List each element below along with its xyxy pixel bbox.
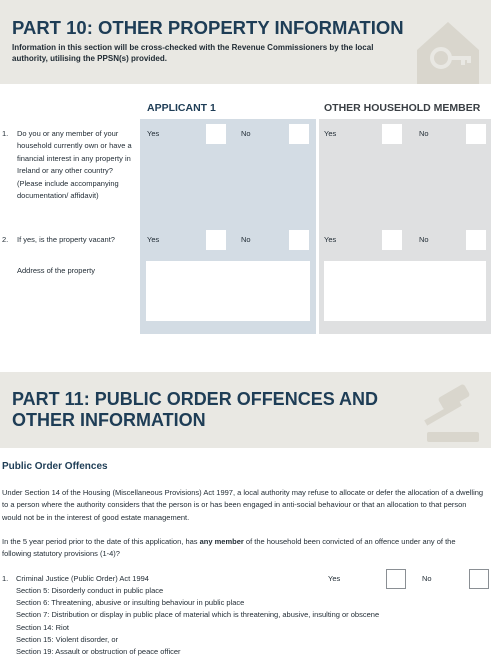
q2-applicant-yes-checkbox[interactable]	[206, 230, 226, 250]
question-1-number: 1.	[2, 129, 9, 138]
q2-other-no-checkbox[interactable]	[466, 230, 486, 250]
q1-applicant-no-label: No	[241, 129, 251, 138]
q2-applicant-no-checkbox[interactable]	[289, 230, 309, 250]
question-1-text: Do you or any member of your household currently own or have a financial interest in any property in Ireland or any other country? (Please include accompanying documentation/ affidavit)	[17, 129, 132, 201]
paragraph-5-year-end: of the household been convicted of an offence under any of the following statutory provisions (1-4)?	[2, 537, 456, 559]
q1-applicant-yes-checkbox[interactable]	[206, 124, 226, 144]
part11-title	[12, 389, 378, 431]
part10-subtitle: Information in this section will be cross-checked with the Revenue Commissioners by the local authority, utilising the PPSN(s) provided.	[12, 43, 374, 63]
q1-applicant-yes-label: Yes	[147, 129, 160, 138]
paragraph-5-year-start: In the 5 year period prior to the date of this application, has	[2, 537, 200, 546]
criminal-justice-act-title: Criminal Justice (Public Order) Act 1994	[16, 574, 149, 583]
part11-q1-no-label: No	[422, 574, 432, 583]
paragraph-section-14: Under Section 14 of the Housing (Miscellaneous Provisions) Act 1997, a local authority may refuse to allocate or defer the allocation of a dwelling to a person where the authority considers that the person is or has been engaged in anti-social behaviour or that an allocation to that person would not be in the interest of good estate management.	[2, 488, 484, 522]
q1-applicant-no-checkbox[interactable]	[289, 124, 309, 144]
house-key-icon	[411, 12, 485, 84]
q2-other-yes-label: Yes	[324, 235, 337, 244]
part11-title-line1: PART 11: PUBLIC ORDER OFFENCES AND	[12, 389, 379, 409]
q2-other-no-label: No	[419, 235, 429, 244]
column-applicant-1: APPLICANT 1	[147, 102, 216, 114]
part11-q1-yes-label: Yes	[328, 574, 341, 583]
other-address-field[interactable]	[324, 261, 486, 321]
part11-banner	[0, 372, 491, 448]
gavel-icon	[419, 380, 485, 446]
part11-q1-no-checkbox[interactable]	[469, 569, 489, 589]
address-label: Address of the property	[17, 266, 95, 275]
section-item: Section 15: Violent disorder, or	[16, 635, 119, 644]
part11-q1-yes-checkbox[interactable]	[386, 569, 406, 589]
question-2-number: 2.	[2, 235, 9, 244]
q1-other-yes-label: Yes	[324, 129, 337, 138]
question-2-text: If yes, is the property vacant?	[17, 235, 115, 244]
q1-other-yes-checkbox[interactable]	[382, 124, 402, 144]
applicant-address-field[interactable]	[146, 261, 310, 321]
part10-banner	[0, 0, 491, 84]
column-other-household-member: OTHER HOUSEHOLD MEMBER	[324, 102, 481, 114]
q2-other-yes-checkbox[interactable]	[382, 230, 402, 250]
q1-other-no-label: No	[419, 129, 429, 138]
section-item: Section 14: Riot	[16, 623, 69, 632]
q2-applicant-yes-label: Yes	[147, 235, 160, 244]
part10-title: PART 10: OTHER PROPERTY INFORMATION	[12, 17, 404, 38]
part11-question-1-number: 1.	[2, 574, 9, 583]
part11-title-line2: OTHER INFORMATION	[12, 410, 206, 430]
q2-applicant-no-label: No	[241, 235, 251, 244]
q1-other-no-checkbox[interactable]	[466, 124, 486, 144]
section-item: Section 7: Distribution or display in public place of material which is threatening, abusive, insulting or obscene	[16, 610, 380, 619]
public-order-offences-heading: Public Order Offences	[2, 461, 108, 472]
section-item: Section 6: Threatening, abusive or insulting behaviour in public place	[16, 598, 245, 607]
paragraph-any-member: any member	[199, 537, 244, 546]
paragraph-5-year-question	[2, 536, 484, 561]
section-item: Section 5: Disorderly conduct in public place	[16, 586, 164, 595]
section-item: Section 19: Assault or obstruction of peace officer	[16, 647, 181, 656]
